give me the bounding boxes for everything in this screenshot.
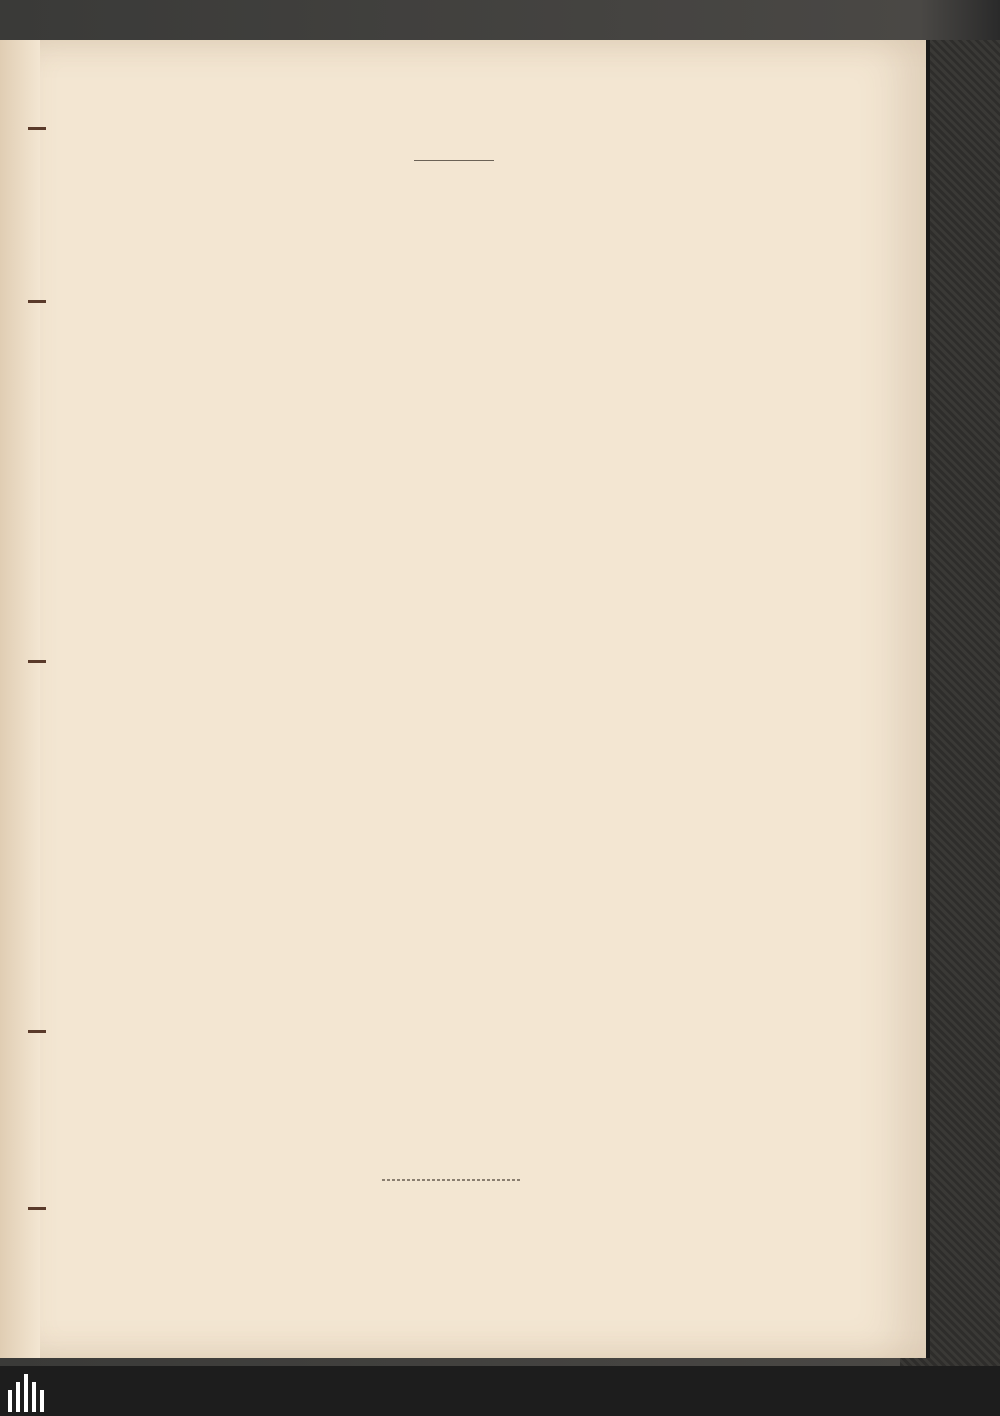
footer-bar [0, 1366, 1000, 1416]
margin-mark [28, 1030, 46, 1033]
page-number-rule [414, 160, 494, 161]
margin-mark [28, 660, 46, 663]
book-page [0, 40, 928, 1358]
margin-mark [28, 300, 46, 303]
margin-mark [28, 127, 46, 130]
library-logo-icon [6, 1372, 50, 1412]
margin-mark [28, 1207, 46, 1210]
end-ornament-rule [382, 1179, 522, 1181]
bibliography [138, 183, 770, 199]
page-edge [926, 40, 930, 1358]
